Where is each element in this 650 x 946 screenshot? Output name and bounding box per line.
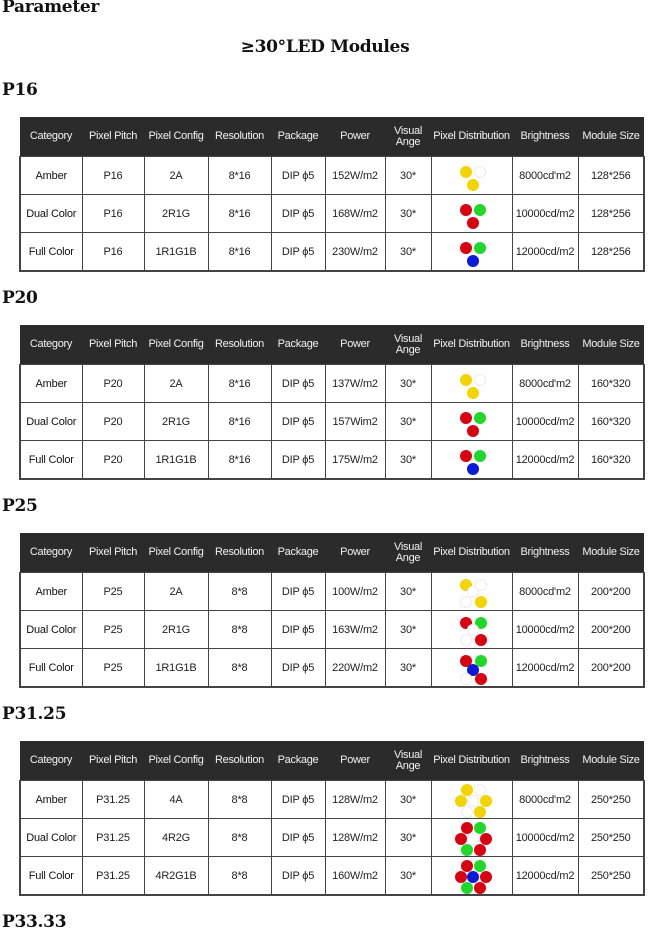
cell-resolution: 8*8 [208,573,271,611]
cell-angle: 30* [385,233,431,272]
column-header: Power [325,741,385,781]
cell-package: DIP ϕ5 [271,157,325,195]
column-header: Pixel Distribution [431,325,512,365]
pixel-distribution-icon [452,785,492,815]
column-header: Resolution [208,117,271,157]
led-dot-icon [475,673,487,685]
pixel-distribution-cell [431,157,512,195]
column-header: Pixel Pitch [82,533,144,573]
led-dot-icon [467,871,479,883]
led-dot-icon [475,596,487,608]
led-dot-icon [461,860,473,872]
column-header: Resolution [208,533,271,573]
spec-table [19,741,645,896]
cell-pitch: P25 [82,649,144,688]
pixel-distribution-cell [431,573,512,611]
led-dot-icon [474,204,486,216]
cell-category: Full Color [20,441,82,480]
led-dot-icon [460,204,472,216]
cell-config: 2A [144,157,208,195]
cell-resolution: 8*8 [208,781,271,819]
cell-angle: 30* [385,819,431,857]
led-dot-icon [467,387,479,399]
led-dot-icon [475,634,487,646]
cell-config: 2A [144,573,208,611]
cell-config: 2A [144,365,208,403]
column-header: Package [271,741,325,781]
cell-category: Full Color [20,233,82,272]
column-header: Package [271,533,325,573]
column-header: Pixel Distribution [431,533,512,573]
cell-brightness: 12000cd/m2 [512,649,578,688]
pixel-distribution-icon [452,199,492,229]
cell-config: 1R1G1B [144,649,208,688]
cell-power: 220W/m2 [325,649,385,688]
table-header-row [20,741,644,781]
column-header: Pixel Pitch [82,741,144,781]
led-dot-icon [480,795,492,807]
cell-angle: 30* [385,403,431,441]
cell-angle: 30* [385,857,431,896]
cell-resolution: 8*16 [208,365,271,403]
table-row [20,611,644,649]
spec-table [19,325,645,480]
cell-package: DIP ϕ5 [271,649,325,688]
led-dot-icon [474,860,486,872]
cell-angle: 30* [385,195,431,233]
pixel-distribution-cell [431,441,512,480]
cell-package: DIP ϕ5 [271,233,325,272]
table-row [20,195,644,233]
led-dot-icon [474,450,486,462]
column-header: Visual Ange [385,741,431,781]
pixel-distribution-cell [431,781,512,819]
led-dot-icon [467,217,479,229]
cell-category: Dual Color [20,819,82,857]
cell-category: Amber [20,365,82,403]
cell-power: 175W/m2 [325,441,385,480]
column-header: Visual Ange [385,533,431,573]
section-title-next: P33.33 [2,912,67,932]
cell-brightness: 10000cd/m2 [512,819,578,857]
section-title: P16 [2,80,38,100]
cell-size: 250*250 [578,781,644,819]
pixel-distribution-icon [452,653,492,683]
led-dot-icon [467,833,479,845]
pixel-distribution-cell [431,857,512,896]
led-dot-icon [467,179,479,191]
led-dot-icon [461,882,473,894]
cell-power: 152W/m2 [325,157,385,195]
led-dot-icon [474,374,486,386]
table-row [20,857,644,896]
column-header: Pixel Config [144,325,208,365]
cell-brightness: 8000cd'm2 [512,573,578,611]
cell-power: 168W/m2 [325,195,385,233]
cell-power: 157Wim2 [325,403,385,441]
table-header-row [20,325,644,365]
column-header: Brightness [512,325,578,365]
cell-brightness: 12000cd/m2 [512,857,578,896]
cell-pitch: P25 [82,611,144,649]
cell-resolution: 8*16 [208,233,271,272]
led-dot-icon [455,795,467,807]
led-dot-icon [474,166,486,178]
cell-config: 4R2G1B [144,857,208,896]
led-dot-icon [474,412,486,424]
cell-config: 4R2G [144,819,208,857]
led-dot-icon [474,784,486,796]
led-dot-icon [460,634,472,646]
led-dot-icon [474,882,486,894]
led-dot-icon [480,871,492,883]
led-dot-icon [474,844,486,856]
cell-resolution: 8*16 [208,403,271,441]
section-title: P20 [2,288,38,308]
cell-pitch: P16 [82,157,144,195]
pixel-distribution-icon [452,369,492,399]
section-title: P31.25 [2,704,67,724]
column-header: Category [20,117,82,157]
led-dot-icon [474,242,486,254]
cell-brightness: 10000cd/m2 [512,611,578,649]
cell-brightness: 10000cd/m2 [512,403,578,441]
cell-power: 137W/m2 [325,365,385,403]
led-dot-icon [461,806,473,818]
led-dot-icon [480,833,492,845]
pixel-distribution-icon [452,615,492,645]
cell-power: 230W/m2 [325,233,385,272]
pixel-distribution-icon [452,861,492,891]
pixel-distribution-icon [452,407,492,437]
pixel-distribution-cell [431,233,512,272]
pixel-distribution-cell [431,649,512,688]
cell-package: DIP ϕ5 [271,857,325,896]
cell-category: Dual Color [20,403,82,441]
cell-brightness: 8000cd'm2 [512,157,578,195]
cell-pitch: P20 [82,441,144,480]
cell-size: 160*320 [578,365,644,403]
cell-config: 2R1G [144,403,208,441]
pixel-distribution-cell [431,195,512,233]
cell-category: Full Color [20,649,82,688]
column-header: Category [20,533,82,573]
cell-category: Dual Color [20,195,82,233]
cell-category: Amber [20,157,82,195]
column-header: Module Size [578,117,644,157]
cell-resolution: 8*8 [208,819,271,857]
cell-angle: 30* [385,365,431,403]
cell-angle: 30* [385,573,431,611]
column-header: Brightness [512,741,578,781]
led-dot-icon [474,822,486,834]
pixel-distribution-cell [431,611,512,649]
cell-size: 160*320 [578,403,644,441]
cell-pitch: P31.25 [82,819,144,857]
cell-resolution: 8*16 [208,441,271,480]
cell-brightness: 12000cd/m2 [512,441,578,480]
cell-pitch: P25 [82,573,144,611]
cell-power: 128W/m2 [325,819,385,857]
column-header: Power [325,117,385,157]
cell-angle: 30* [385,611,431,649]
cell-brightness: 12000cd/m2 [512,233,578,272]
led-dot-icon [474,806,486,818]
cell-brightness: 8000cd'm2 [512,365,578,403]
led-dot-icon [467,795,479,807]
cell-size: 128*256 [578,233,644,272]
led-dot-icon [455,833,467,845]
column-header: Power [325,325,385,365]
column-header: Package [271,325,325,365]
cell-size: 160*320 [578,441,644,480]
column-header: Resolution [208,325,271,365]
cell-resolution: 8*16 [208,157,271,195]
cell-package: DIP ϕ5 [271,195,325,233]
cell-resolution: 8*16 [208,195,271,233]
table-row [20,233,644,272]
led-dot-icon [460,242,472,254]
cell-power: 100W/m2 [325,573,385,611]
cell-angle: 30* [385,441,431,480]
cell-size: 200*200 [578,611,644,649]
table-row [20,403,644,441]
cell-package: DIP ϕ5 [271,441,325,480]
cell-category: Amber [20,573,82,611]
cell-package: DIP ϕ5 [271,403,325,441]
cell-pitch: P31.25 [82,781,144,819]
column-header: Category [20,741,82,781]
led-dot-icon [461,844,473,856]
cell-pitch: P16 [82,233,144,272]
column-header: Power [325,533,385,573]
cell-angle: 30* [385,649,431,688]
cell-category: Full Color [20,857,82,896]
column-header: Pixel Config [144,533,208,573]
led-dot-icon [467,255,479,267]
table-row [20,819,644,857]
pixel-distribution-cell [431,365,512,403]
cell-brightness: 8000cd'm2 [512,781,578,819]
pixel-distribution-icon [452,445,492,475]
cell-angle: 30* [385,157,431,195]
led-dot-icon [460,412,472,424]
cell-config: 4A [144,781,208,819]
cell-size: 250*250 [578,819,644,857]
spec-table [19,117,645,272]
led-dot-icon [467,425,479,437]
pixel-distribution-icon [452,823,492,853]
cell-package: DIP ϕ5 [271,819,325,857]
cell-config: 1R1G1B [144,441,208,480]
cell-resolution: 8*8 [208,857,271,896]
column-header: Module Size [578,741,644,781]
cell-power: 163W/m2 [325,611,385,649]
cell-power: 160W/m2 [325,857,385,896]
led-dot-icon [460,596,472,608]
led-dot-icon [460,450,472,462]
pixel-distribution-icon [452,577,492,607]
cell-category: Dual Color [20,611,82,649]
pixel-distribution-icon [452,237,492,267]
spec-table [19,533,645,688]
cell-config: 2R1G [144,611,208,649]
cell-package: DIP ϕ5 [271,573,325,611]
cell-angle: 30* [385,781,431,819]
cell-config: 2R1G [144,195,208,233]
column-header: Pixel Config [144,741,208,781]
table-row [20,781,644,819]
column-header: Pixel Pitch [82,117,144,157]
led-dot-icon [460,166,472,178]
cell-resolution: 8*8 [208,611,271,649]
column-header: Brightness [512,533,578,573]
table-row [20,365,644,403]
column-header: Pixel Pitch [82,325,144,365]
cell-size: 250*250 [578,857,644,896]
column-header: Pixel Config [144,117,208,157]
cell-pitch: P20 [82,403,144,441]
cell-resolution: 8*8 [208,649,271,688]
led-dot-icon [461,784,473,796]
column-header: Visual Ange [385,325,431,365]
cell-size: 200*200 [578,573,644,611]
cell-pitch: P16 [82,195,144,233]
column-header: Pixel Distribution [431,741,512,781]
led-dot-icon [461,822,473,834]
section-title: P25 [2,496,38,516]
cell-size: 128*256 [578,195,644,233]
page-subheading: ≥30°LED Modules [240,37,410,57]
table-row [20,649,644,688]
pixel-distribution-icon [452,161,492,191]
led-dot-icon [460,673,472,685]
column-header: Package [271,117,325,157]
cell-pitch: P20 [82,365,144,403]
cell-pitch: P31.25 [82,857,144,896]
table-row [20,157,644,195]
column-header: Pixel Distribution [431,117,512,157]
led-dot-icon [460,374,472,386]
cell-brightness: 10000cd/m2 [512,195,578,233]
led-dot-icon [467,463,479,475]
pixel-distribution-cell [431,819,512,857]
cell-config: 1R1G1B [144,233,208,272]
column-header: Category [20,325,82,365]
table-header-row [20,117,644,157]
page-heading: Parameter [2,0,100,17]
column-header: Visual Ange [385,117,431,157]
cell-size: 200*200 [578,649,644,688]
column-header: Resolution [208,741,271,781]
pixel-distribution-cell [431,403,512,441]
cell-package: DIP ϕ5 [271,611,325,649]
table-row [20,573,644,611]
column-header: Brightness [512,117,578,157]
cell-package: DIP ϕ5 [271,781,325,819]
table-header-row [20,533,644,573]
cell-package: DIP ϕ5 [271,365,325,403]
cell-size: 128*256 [578,157,644,195]
led-dot-icon [455,871,467,883]
cell-power: 128W/m2 [325,781,385,819]
column-header: Module Size [578,533,644,573]
table-row [20,441,644,480]
cell-category: Amber [20,781,82,819]
column-header: Module Size [578,325,644,365]
